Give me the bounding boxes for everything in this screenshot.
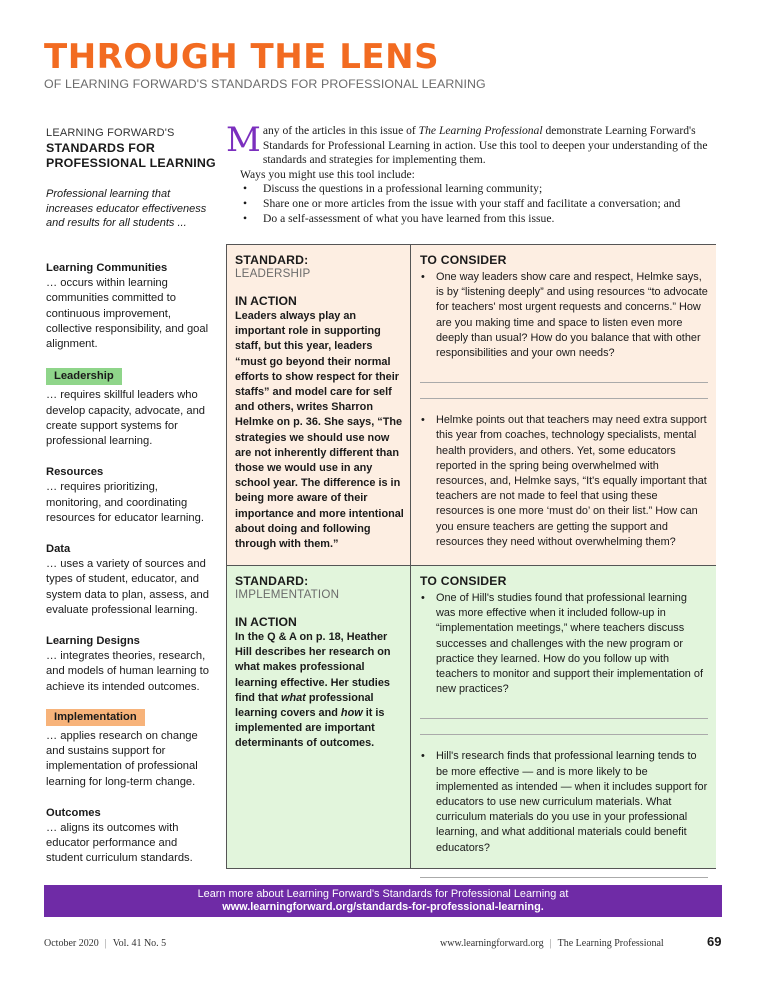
standard-heading: Learning Communities — [46, 261, 168, 274]
standard-description: … integrates theories, research, and models of human learning to achieve its intended outcomes. — [46, 650, 209, 693]
standard-name: IMPLEMENTATION — [235, 588, 340, 601]
standards-sidebar — [46, 126, 216, 867]
to-consider-label: TO CONSIDER — [420, 253, 507, 267]
question-item: • Hill's research finds that professional learning tends to be more effective — and is more likely to be implemented as intended — when it includes support for educators to use new curriculum materials. What curriculum materials do you use in your professional learning, and what additional materials could benefit educators? — [420, 749, 708, 855]
sidebar-org: LEARNING FORWARD'S — [46, 127, 175, 139]
question-item: • One way leaders show care and respect, Helmke says, is by “listening deeply” and using resources “to advocate for teachers' most urgent requests and concerns.” How are you making time and space to listen even more deeply than usual? How do you balance that with other responsibilities and your own needs? — [420, 270, 708, 361]
standard-item-leadership — [46, 368, 216, 449]
to-consider-label: TO CONSIDER — [420, 574, 507, 588]
standard-description: … aligns its outcomes with educator performance and student curriculum standards. — [46, 822, 193, 865]
list-item: • Do a self-assessment of what you have learned from this issue. — [240, 212, 724, 227]
implementation-to-consider-cell — [411, 566, 716, 868]
in-action-label: IN ACTION — [235, 615, 297, 629]
leadership-to-consider-cell — [411, 245, 716, 566]
intro-ways: Ways you might use this tool include: — [240, 167, 415, 181]
list-item: • Discuss the questions in a professional learning community; — [240, 182, 724, 197]
page-number: 69 — [707, 934, 722, 949]
answer-lines — [420, 703, 708, 735]
standard-heading-highlighted: Leadership — [46, 368, 122, 385]
standard-name: LEADERSHIP — [235, 267, 311, 280]
implementation-in-action-cell — [227, 566, 411, 868]
standard-item-implementation — [46, 709, 216, 790]
footer-volume: Vol. 41 No. 5 — [112, 938, 167, 949]
standard-label: STANDARD: — [235, 253, 309, 267]
standard-description: … occurs within learning communities committed to continuous improvement, collective responsibility, and goal alignment. — [46, 277, 209, 350]
footer-site[interactable]: www.learningforward.org — [440, 938, 544, 949]
intro-p1a: any of the articles in this issue of — [262, 124, 419, 137]
footer-issue: October 2020 | Vol. 41 No. 5 — [44, 938, 167, 949]
sidebar-standards-line1: STANDARDS FOR — [46, 141, 156, 156]
drop-cap: M — [226, 120, 261, 160]
footer-publication: www.learningforward.org | The Learning Professional — [440, 938, 664, 949]
banner-text: Learn more about Learning Forward's Standards for Professional Learning at — [197, 888, 569, 900]
question-item: • One of Hill's studies found that professional learning was more effective when it included follow-up in “implementation meetings,” where teachers discuss successes and challenges with the new program or practice they learned. How do you follow up with teachers to monitor and support their implementation of new practices? — [420, 591, 708, 697]
in-action-text: In the Q & A on p. 18, Heather Hill describes her research on what makes professional learning effective. Her studies find that what professional learning covers and how it is implemented are important determinants of outcomes. — [235, 631, 391, 750]
page-title: THROUGH THE LENS — [44, 37, 440, 77]
footer-date: October 2020 — [44, 938, 99, 949]
standard-heading: Outcomes — [46, 806, 101, 819]
learn-more-banner — [44, 885, 722, 917]
sidebar-pitch: Professional learning that increases educator effectiveness and results for all students ... — [46, 188, 207, 230]
standards-grid — [226, 244, 716, 869]
standard-item-resources — [46, 465, 216, 526]
intro-text — [226, 120, 724, 226]
magazine-title: The Learning Professional — [418, 124, 543, 137]
standard-item-learning-designs — [46, 634, 216, 695]
intro-bullet-list — [240, 182, 724, 226]
standards-link[interactable]: www.learningforward.org/standards-for-professional-learning. — [222, 901, 544, 913]
standard-heading: Learning Designs — [46, 635, 140, 648]
standard-heading: Resources — [46, 466, 104, 479]
intro-p1b: demonstrate Learning Forward's Standards for Professional Learning in action. Use this tool to deepen your understanding of the standards and strategies for implementing them. — [262, 124, 708, 167]
standard-item-data — [46, 542, 216, 618]
standard-description: … requires skillful leaders who develop capacity, advocate, and create support systems for professional learning. — [46, 389, 206, 448]
sidebar-standards-line2: PROFESSIONAL LEARNING — [46, 156, 216, 171]
standard-description: … requires prioritizing, monitoring, and coordinating resources for educator learning. — [46, 481, 204, 524]
footer-pub-name: The Learning Professional — [557, 938, 664, 949]
standard-heading-highlighted: Implementation — [46, 709, 145, 726]
standard-description: … uses a variety of sources and types of student, educator, and system data to plan, assess, and evaluate professional learning. — [46, 558, 209, 616]
standard-heading: Data — [46, 543, 71, 556]
question-item: • Helmke points out that teachers may need extra support this year from coaches, technology specialists, mental health providers, and others. Yet, some educators reported in the spring being overwhelmed with resources, and, Helmke says, “It's equally important that teachers are not made to feel that using these resources is one more ‘must do’ on their list.” How can you ensure teachers are getting the support and resources they need without overwhelming them? — [420, 413, 708, 550]
in-action-label: IN ACTION — [235, 294, 297, 308]
standard-item-learning-communities — [46, 261, 216, 352]
standard-description: … applies research on change and sustains support for implementation of professional learning for long-term change. — [46, 730, 198, 788]
standard-item-outcomes — [46, 806, 216, 867]
in-action-text: Leaders always play an important role in supporting staff, but this year, leaders “must go beyond their normal efforts to show respect for their staffs” and model care for self and others, writes Sharron Helmke on p. 36. She says, “The strategies we should use now are not inherently different than those we would use in any school year. The difference is in being more aware of their importance and more intentional about doing and following through with them.” — [235, 310, 404, 551]
leadership-in-action-cell — [227, 245, 411, 566]
standard-label: STANDARD: — [235, 574, 309, 588]
answer-lines — [420, 367, 708, 399]
list-item: • Share one or more articles from the issue with your staff and facilitate a conversation; and — [240, 197, 724, 212]
page-subtitle: OF LEARNING FORWARD'S STANDARDS FOR PROFESSIONAL LEARNING — [44, 77, 486, 91]
